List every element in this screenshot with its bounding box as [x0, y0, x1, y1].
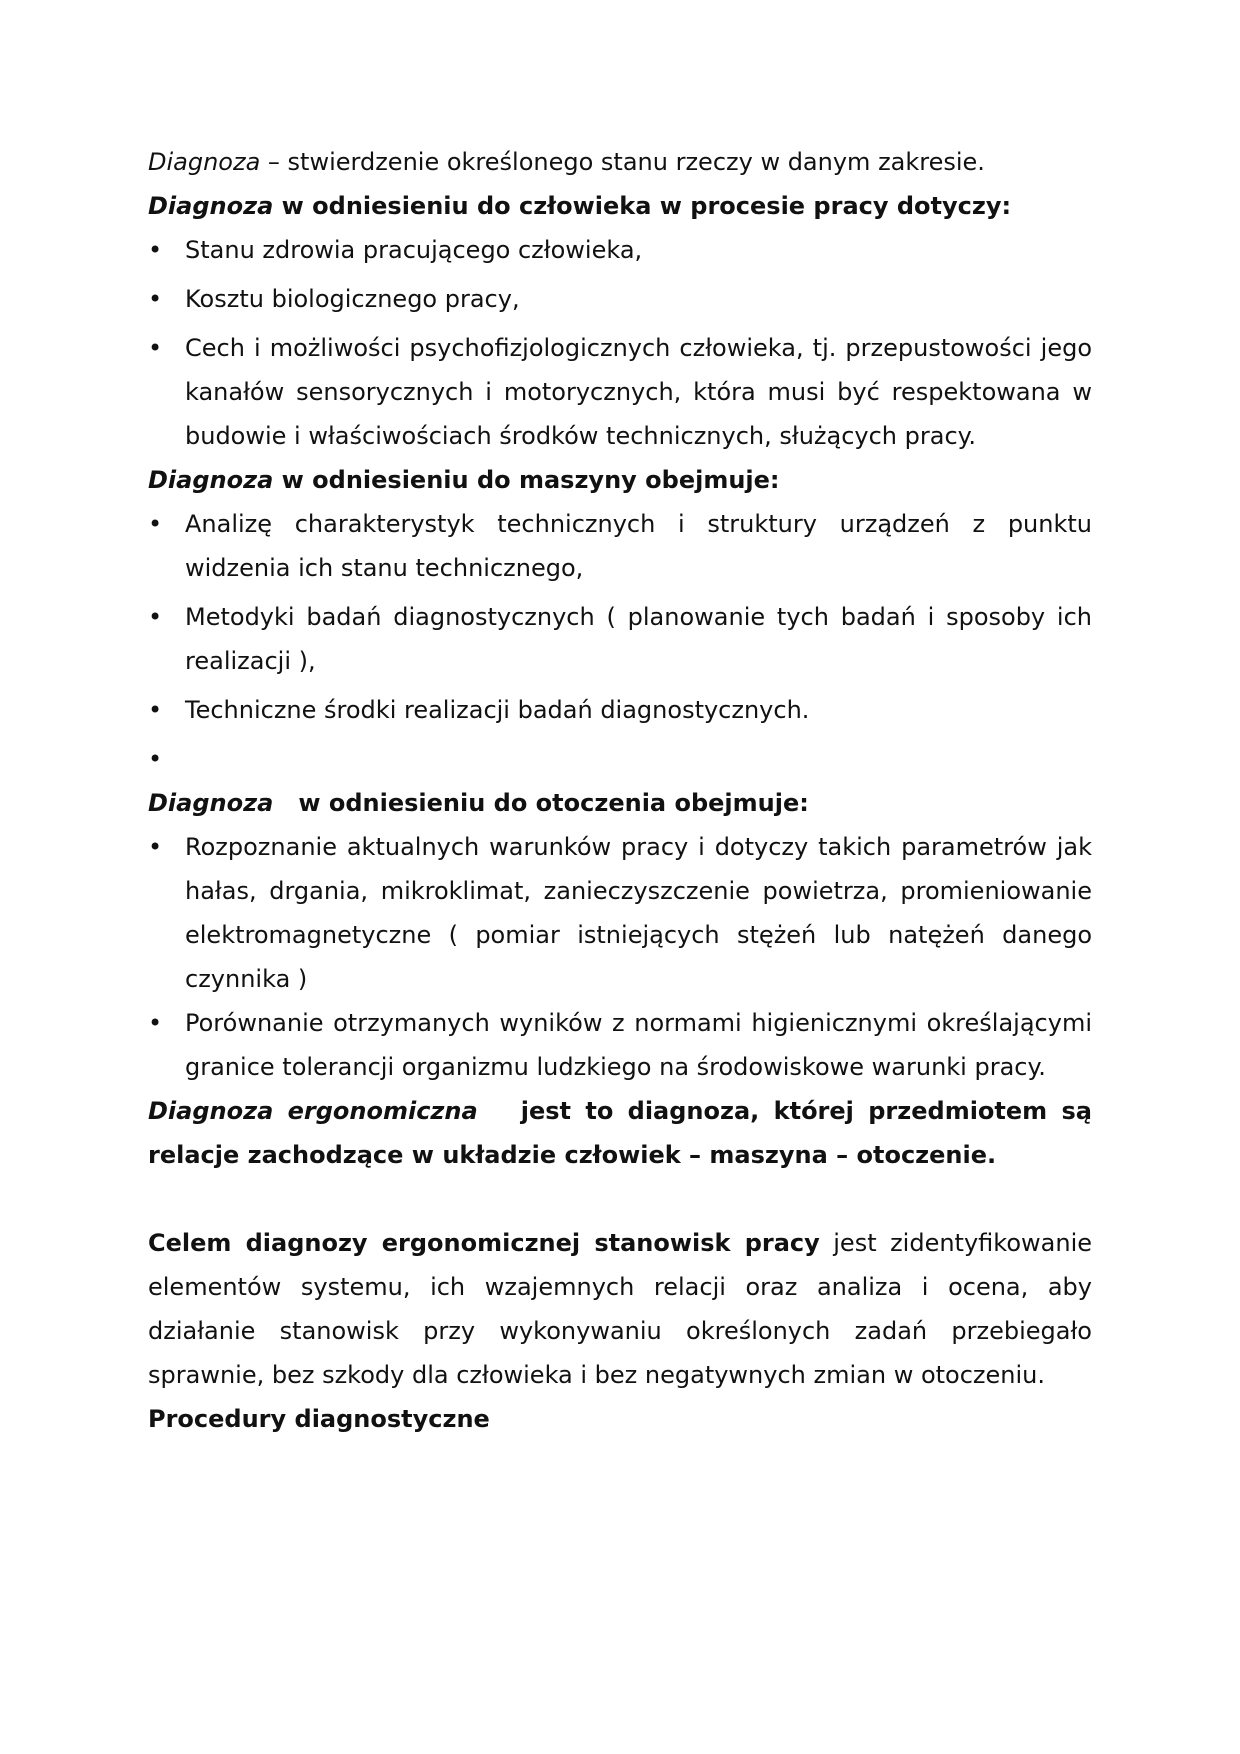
list-item: • Techniczne środki realizacji badań diagnostycznych. — [148, 688, 1092, 732]
section-environment-heading — [148, 781, 1092, 825]
section-human-list — [148, 228, 1092, 458]
section-human-term: Diagnoza — [148, 192, 274, 220]
section-machine-list — [148, 502, 1092, 781]
list-item: • Porównanie otrzymanych wyników z normami higienicznymi określającymi granice tolerancji organizmu ludzkiego na środowiskowe warunki pracy. — [148, 1001, 1092, 1089]
section-machine-heading — [148, 458, 1092, 502]
intro-text: – stwierdzenie określonego stanu rzeczy w danym zakresie. — [260, 148, 985, 176]
list-item: • Stanu zdrowia pracującego człowieka, — [148, 228, 1092, 272]
ergonomic-term: Diagnoza ergonomiczna — [148, 1097, 478, 1125]
section-environment-heading-text: w odniesieniu do otoczenia obejmuje: — [273, 789, 809, 817]
ergonomic-text: jest to diagnoza, której przedmiotem są relacje zachodzące w układzie człowiek – maszyna – otoczenie. — [148, 1097, 1101, 1169]
section-environment-term: Diagnoza — [148, 789, 274, 817]
section-machine-term: Diagnoza — [148, 466, 274, 494]
goal-paragraph — [148, 1221, 1092, 1397]
list-item: • Kosztu biologicznego pracy, — [148, 277, 1092, 321]
section-environment-list — [148, 825, 1092, 1089]
intro-term: Diagnoza — [148, 148, 261, 176]
section-human-heading — [148, 184, 1092, 228]
section-human-heading-text: w odniesieniu do człowieka w procesie pracy dotyczy: — [273, 192, 1012, 220]
list-item: • Rozpoznanie aktualnych warunków pracy i dotyczy takich parametrów jak hałas, drgania, mikroklimat, zanieczyszczenie powietrza, promieniowanie elektromagnetyczne ( pomiar istniejących stężeń lub natężeń danego czynnika ) — [148, 825, 1092, 1001]
procedures-heading: Procedury diagnostyczne — [148, 1405, 490, 1433]
document-page — [148, 140, 1101, 1441]
goal-text: jest zidentyfikowanie elementów systemu, ich wzajemnych relacji oraz analiza i ocena, aby działanie stanowisk przy wykonywaniu określonych zadań przebiegało sprawnie, bez szkody dla człowieka i bez negatywnych zmian w otoczeniu. — [148, 1229, 1092, 1389]
list-item: • Metodyki badań diagnostycznych ( planowanie tych badań i sposoby ich realizacji ), — [148, 595, 1092, 683]
spacer — [148, 1177, 1092, 1221]
goal-lead: Celem diagnozy ergonomicznej stanowisk pracy — [148, 1229, 820, 1257]
list-item: • Analizę charakterystyk technicznych i struktury urządzeń z punktu widzenia ich stanu technicznego, — [148, 502, 1092, 590]
list-item: • Cech i możliwości psychofizjologicznych człowieka, tj. przepustowości jego kanałów sensorycznych i motorycznych, która musi być respektowana w budowie i właściwościach środków technicznych, służących pracy. — [148, 326, 1092, 458]
intro-paragraph — [148, 140, 1092, 184]
ergonomic-definition — [148, 1089, 1101, 1177]
section-machine-heading-text: w odniesieniu do maszyny obejmuje: — [273, 466, 780, 494]
list-item-empty — [148, 737, 1092, 781]
